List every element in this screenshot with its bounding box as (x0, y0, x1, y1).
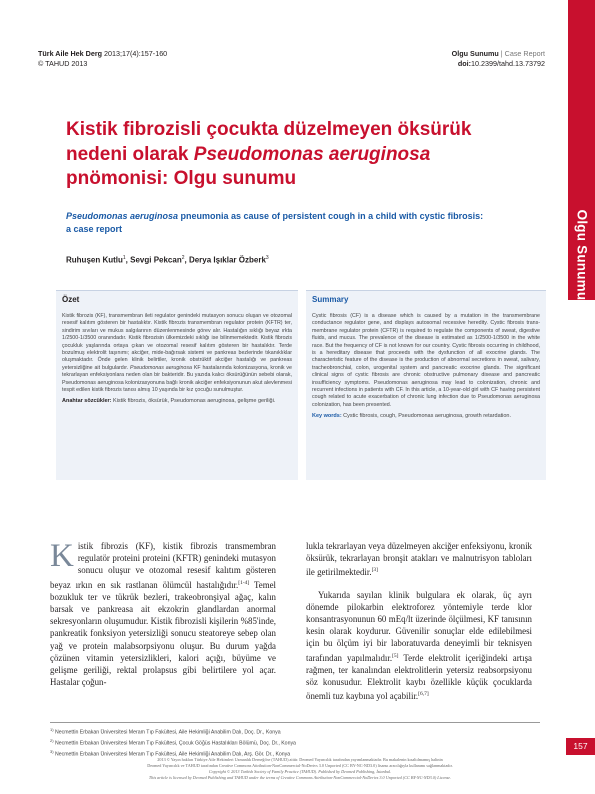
author-list: Ruhuşen Kutlu$^1$, Sevgi Pekcan$^2$, Derya Işıklar Özberk$^3$ (66, 255, 269, 265)
doi-label: doi: (457, 59, 472, 68)
abstract-english (306, 290, 546, 480)
journal-copyright: © TAHUD 2013 (38, 59, 88, 68)
author-2: Sevgi Pekcan (130, 255, 182, 265)
title-line-3: pnömonisi: Olgu sunumu (66, 168, 297, 189)
footnote: $^{2)}$ Necmettin Erbakan Üniversitesi Meram Tıp Fakültesi, Çocuk Göğüs Hastalıkları Bölümü, Doç. Dr., Konya (50, 737, 296, 747)
author-1: Ruhuşen Kutlu (66, 255, 123, 265)
page-number-tab (566, 738, 595, 755)
paragraph: lukla tekrarlayan veya düzelmeyen akciğer enfeksiyonu, kronik öksürük, tekrarlayan bronşit atakları ve malnutrisyon tabloları ile getirilmektedir.[3] (306, 541, 532, 578)
title-line-2: nedeni olarak Pseudomonas aeruginosa (66, 143, 431, 165)
citation-ref[interactable]: [5] (392, 652, 399, 659)
section-sidebar-label: Olgu Sunumu (574, 209, 589, 301)
article-type: Olgu Sunumu (451, 49, 499, 58)
page-number: 157 (573, 741, 588, 751)
summary-heading: Summary (312, 295, 349, 304)
article-title (66, 118, 536, 192)
footnote: $^{3)}$ Necmettin Erbakan Üniversitesi Meram Tıp Fakültesi, Aile Hekimliği Anabilim Dalı, Arş. Gör. Dr., Konya (50, 748, 291, 758)
journal-citation: 2013;17(4):157-160 (102, 49, 168, 58)
license-notice: 2013 © Yayın hakları Türkiye Aile Hekimleri Uzmanlık Derneği'ne (TAHUD) aittir. Deomed Yayıncılık tarafından yayımlanmaktadır. Bu makalenin kısaltılmamış halinin Deomed Yayıncılık ve TAHUD tarafından Creative Commons Attribution-NonCommercial-NoDerivs 3.0 Unported (CC BY-NC-ND3.0) lisansı aracılığıyla kullanımı sağlanmaktadır. Copyright © 2013 Turkish Society of Family Practice (TAHUD). Published by Deomed Publishing, İstanbul. This article is licensed by Deomed Publishing and TAHUD under the terms of Creative Commons Attribution-NonCommercial-NoDerivs 3.0 Unported (CC BY-NC-ND3.0) License. (147, 757, 453, 780)
doi-link[interactable]: 10.2399/tahd.13.73792 (471, 59, 545, 68)
affiliation-footnotes (50, 722, 540, 759)
ozet-keywords: Anahtar sözcükler: Kistik fibrozis, öksürük, Pseudomonas aeruginosa, gelişme geriliği. (62, 398, 276, 405)
ozet-heading: Özet (62, 295, 80, 304)
article-type-header (452, 49, 545, 69)
english-title: Pseudomonas aeruginosa pneumonia as cause of persistent cough in a child with cystic fibrosis: a case report (66, 211, 484, 234)
article-type-en: | Case Report (498, 49, 545, 58)
citation-ref[interactable]: [6,7] (418, 691, 429, 698)
citation-ref[interactable]: [1-4] (238, 579, 250, 586)
journal-name: Türk Aile Hek Derg (38, 49, 103, 58)
author-3: Derya Işıklar Özberk (188, 255, 266, 265)
drop-cap: K (50, 538, 74, 574)
abstract-turkish (56, 290, 298, 480)
ozet-body: Kistik fibrozis (KF), transmembran ileti regulator genindeki mutasyon sonucu oluşan ve otozomal resesif kalıtım gösteren bir hastalıktır. Kistik fibrozis transmembran regulator protein (KFTR) ter, sindirim sıvıları ve mukus salgılarının düzenlenmesinde görev alır. Hastalığın sıklığı beyaz ırkta 1/2500-1/3500 oranındadır. Kistik fibrozisin ülkemizdeki sıklığı ise bilinmemektedir. Kistik fibrozis çocukluk yaşlarında ortaya çıkan ve otozomal resesif kalıtım gösteren bir hastalıktır. Terde bozulmuş elektrolit taşınımı; akciğer, mide-bağırsak sistemi ve pankreas bezlerinde tıkanıklıklar oluşmaktadır. Önde gelen klinik belirtiler, kronik obstrüktif akciğer hastalığı ve pankreas yetersizliğine ait bulgulardır. Pseudomonas aeruginosa KF hastalarında kolonizasyona, kronik ve tekrarlayan enfeksiyonlara neden olan bir bakteridir. Bu yazıda kalıcı öksürüğünün sebebi olarak, Pseudomonas aeruginosa kolonizasyonuna bağlı kronik akciğer enfeksiyonunun akut alevlenmesi tespit edilen kistik fibrozis tanısı almış 10 yaşında bir kız çocuğu sunulmuştur. Anahtar sözcükler: Kistik fibrozis, öksürük, Pseudomonas aeruginosa, gelişme geriliği. (62, 313, 293, 405)
body-column-right (306, 540, 532, 702)
title-line-1: Kistik fibrozisli çocukta düzelmeyen öksürük (66, 119, 472, 140)
journal-header (38, 49, 167, 69)
body-column-left: K istik fibrozis (KF), kistik fibrozis transmembran regulatör proteini proteini (KFTR) genindeki mutasyon sonucu oluşur ve otozomal resesif kalıtım gösteren beyaz ırkın en sık rastlanan ölümcül hastalığıdır.[1-4] Temel bozukluk ter ve tükrük bezleri, trakeobronşiyal ağaç, kalın barsak ve pankreasa ait ekzokrin glandlardan anormal sekresyonların oluşumudur. Kistik fibrozisli kişilerin %85'inde, pankreatik fonksiyon yetersizliği sonucu steatoreye sebep olan yağ ve protein malabsorpsiyonu oluşur. Bu durum yağda çözünen vitamin yetersizlikleri, kalori açığı, büyüme ve gelişme geriliği, rektal prolapsus gibi belirtilere yol açar. Hastalar çoğun- (50, 538, 276, 688)
footnote: $^{1)}$ Necmettin Erbakan Üniversitesi Meram Tıp Fakültesi, Aile Hekimliği Anabilim Dalı, Doç. Dr., Konya (50, 727, 281, 736)
citation-ref[interactable]: [3] (371, 567, 378, 574)
summary-keywords: Key words: Cystic fibrosis, cough, Pseudomonas aeruginosa, growth retardation. (312, 413, 512, 420)
summary-body: Cystic fibrosis (CF) is a disease which is caused by a mutation in the transmembrane conductance regulator gene, and displays autosomal recessive heredity. Cystic fibrosis trans-membrane regulator protein (CFTR) is required to regulate the components of sweat, digestive fluids, and mucus. The prevalence of the disease is estimated as 1/2500-1/3500 in the white race. But the frequency of CF is not known for our country. Cystic fibrosis occurring in childhood, is a hereditary disease that proceeds with the dysfunction of all exocrine glands. The characteristic feature of the disease is the production of abnormal secretions in sweat, salivary, tracheobronchial, colon, urogenital system and pancreatic exocrine glands. The significant clinical signs of cystic fibrosis are chronic obstructive pulmonary disease and pancreatic insufficiency symptoms. Pseudomonas aeruginosa may lead to colonization, chronic and recurrent infections in patients with CF. In this article, a 10-year-old girl with CF having persistent cough related to acute exacerbation of chronic lung infection due to Pseudomonas aeruginosa colonization, has been presented. Key words: Cystic fibrosis, cough, Pseudomonas aeruginosa, growth retardation. (312, 313, 540, 420)
paragraph: Yukarıda sayılan klinik bulgulara ek olarak, üç ayrı dönemde pilokarbin elektroforez yöntemiyle terde klor konsantrasyonunun 60 mEq/lt üzerinde ölçülmesi, KF tanısının kesin olarak koydurur. Güvenilir sonuçlar elde edilebilmesi için bu ölçüm iyi bir laboratuvarda deneyimli bir teknisyen tarafından yapılmalıdır.[5] Terde elektrolit içeriğindeki artışa rağmen, ter kanalından elektrolitlerin yetersiz reabsorpsiyonu söz konusudur. Elektrolit kaybı özellikle küçük çocuklarda önemli tuz kaybına yol açabilir.[6,7] (306, 589, 532, 702)
